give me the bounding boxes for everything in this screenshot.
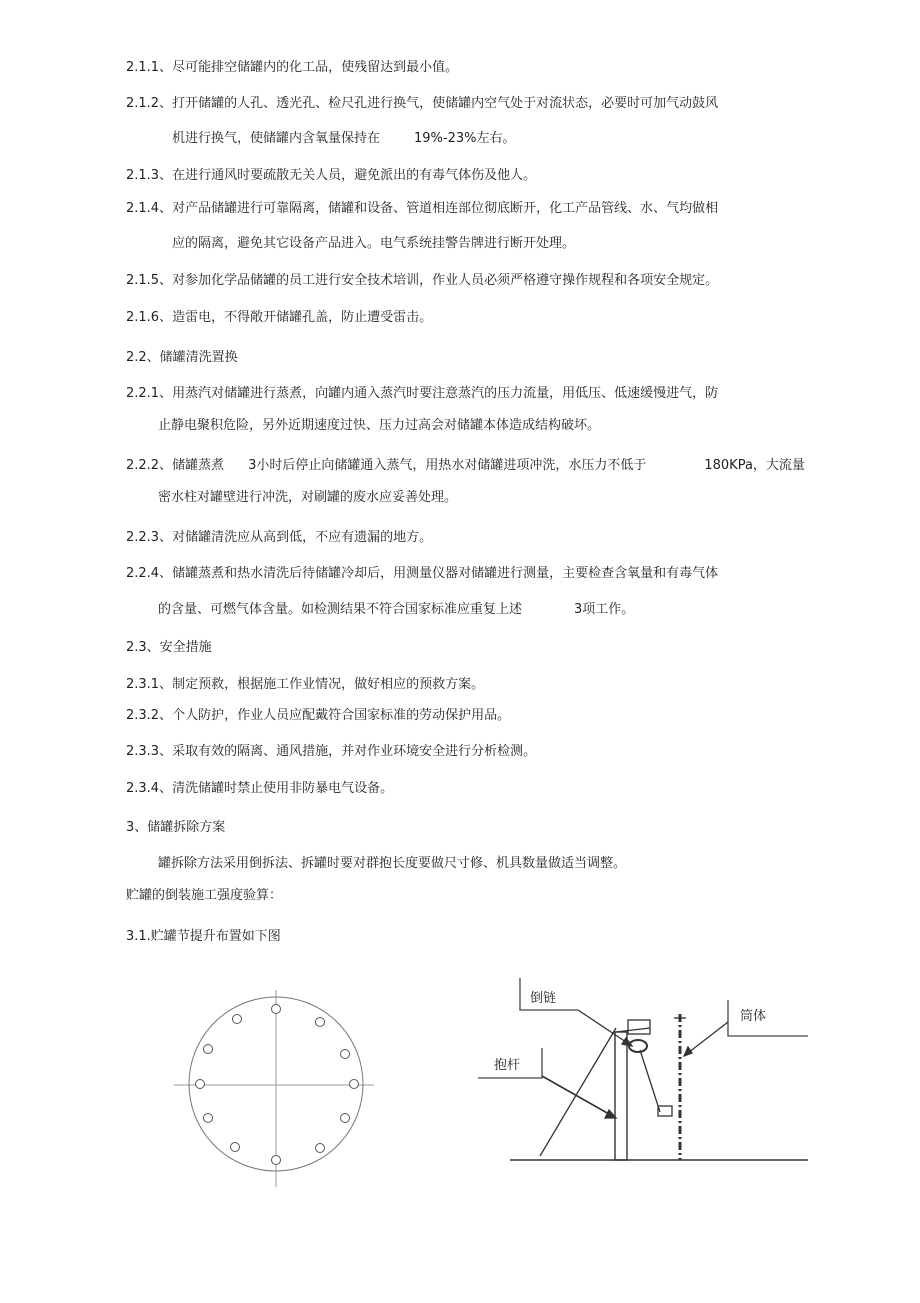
brace-line <box>540 1028 616 1156</box>
item-2-2-4-end: 3项工作。 <box>574 602 635 617</box>
lifting-point <box>341 1114 350 1123</box>
pressure-value: 180KPa，大流量 <box>704 458 805 473</box>
lifting-point <box>233 1015 242 1024</box>
item-2-1-6: 2.1.6、造雷电，不得敞开储罐孔盖，防止遭受雷击。 <box>126 310 433 325</box>
hoist-chain <box>640 1050 660 1112</box>
lifting-elevation-diagram <box>470 970 810 1170</box>
lifting-point <box>316 1018 325 1027</box>
item-2-2-2-mid: 3小时后停止向储罐通入蒸气，用热水对储罐进项冲洗，水压力不低于 <box>248 458 647 473</box>
item-2-2-2-pre: 2.2.2、储罐蒸煮 <box>126 458 225 473</box>
pole <box>615 1032 627 1160</box>
lifting-point <box>196 1080 205 1089</box>
label-pole: 抱杆 <box>494 1058 521 1073</box>
item-2-3-2: 2.3.2、个人防护，作业人员应配戴符合国家标准的劳动保护用品。 <box>126 708 511 723</box>
label-shell: 筒体 <box>740 1009 767 1024</box>
section-2-2-heading: 2.2、储罐清洗置换 <box>126 350 238 365</box>
item-2-2-1-line1: 2.2.1、用蒸汽对储罐进行蒸煮，向罐内通入蒸汽时要注意蒸汽的压力流量，用低压、低速缓慢进气，防 <box>126 386 719 401</box>
item-2-2-4-pre: 的含量、可燃气体含量。如检测结果不符合国家标准应重复上述 <box>158 602 523 617</box>
item-2-2-2-line2: 密水柱对罐壁进行冲洗，对刷罐的废水应妥善处理。 <box>158 490 458 505</box>
top-beam <box>616 1028 650 1032</box>
lifting-point <box>231 1143 240 1152</box>
section-3-heading: 3、储罐拆除方案 <box>126 820 226 835</box>
item-2-3-1: 2.3.1、制定预救，根据施工作业情况，做好相应的预救方案。 <box>126 677 485 692</box>
item-2-3-4: 2.3.4、清洗储罐时禁止使用非防暴电气设备。 <box>126 781 394 796</box>
item-2-1-5: 2.1.5、对参加化学品储罐的员工进行安全技术培训，作业人员必须严格遵守操作规程和各项安全规定。 <box>126 273 719 288</box>
item-2-1-1: 2.1.1、尽可能排空储罐内的化工品，使残留达到最小值。 <box>126 60 459 75</box>
item-2-2-3: 2.2.3、对储罐清洗应从高到低，不应有遗漏的地方。 <box>126 530 433 545</box>
item-2-2-4-line1: 2.2.4、储罐蒸煮和热水清洗后待储罐冷却后，用测量仪器对储罐进行测量，主要检查含氧量和有毒气体 <box>126 566 719 581</box>
item-2-1-2-line2 <box>172 131 516 147</box>
section-2-3-heading: 2.3、安全措施 <box>126 640 212 655</box>
lifting-point <box>204 1045 213 1054</box>
item-2-1-3: 2.1.3、在进行通风时要疏散无关人员，避免派出的有毒气体伤及他人。 <box>126 168 537 183</box>
item-2-2-4-line2 <box>158 602 634 618</box>
lifting-layout-diagram <box>174 985 374 1195</box>
item-2-1-4-line2: 应的隔离，避免其它设备产品进入。电气系统挂警告牌进行断开处理。 <box>172 236 576 251</box>
lifting-point <box>350 1080 359 1089</box>
item-2-2-2-line1 <box>126 458 805 474</box>
shell-arrowhead <box>684 1047 692 1056</box>
item-2-2-1-line2: 止静电聚积危险，另外近期速度过快、压力过高会对储罐本体造成结构破坏。 <box>158 418 601 433</box>
lifting-point <box>272 1156 281 1165</box>
item-2-1-2-line1: 2.1.2、打开储罐的人孔、透光孔、检尺孔进行换气，使储罐内空气处于对流状态，必要时可加气动鼓风 <box>126 96 719 111</box>
pole-arrow-line <box>542 1076 616 1118</box>
oxygen-range: 19%-23%左右。 <box>414 131 516 146</box>
lifting-point <box>316 1144 325 1153</box>
item-2-3-3: 2.3.3、采取有效的隔离、通风措施，并对作业环境安全进行分析检测。 <box>126 744 537 759</box>
lifting-point <box>204 1114 213 1123</box>
chain-hoist-box <box>628 1020 650 1034</box>
section-3-paragraph: 罐拆除方法采用倒拆法、拆罐时要对群抱长度要做尺寸修、机具数量做适当调整。 <box>158 856 627 871</box>
label-chain: 倒链 <box>530 991 557 1006</box>
item-2-1-2-line2-text: 机进行换气，使储罐内含氧量保持在 <box>172 131 381 146</box>
strength-check-heading: 贮罐的倒装施工强度验算： <box>126 888 283 903</box>
item-2-1-4-line1: 2.1.4、对产品储罐进行可靠隔离，储罐和设备、管道相连部位彻底断开，化工产品管线、水、气均做相 <box>126 201 719 216</box>
item-3-1: 3.1.贮罐节提升布置如下图 <box>126 929 281 944</box>
lifting-point <box>341 1050 350 1059</box>
lifting-point <box>272 1005 281 1014</box>
